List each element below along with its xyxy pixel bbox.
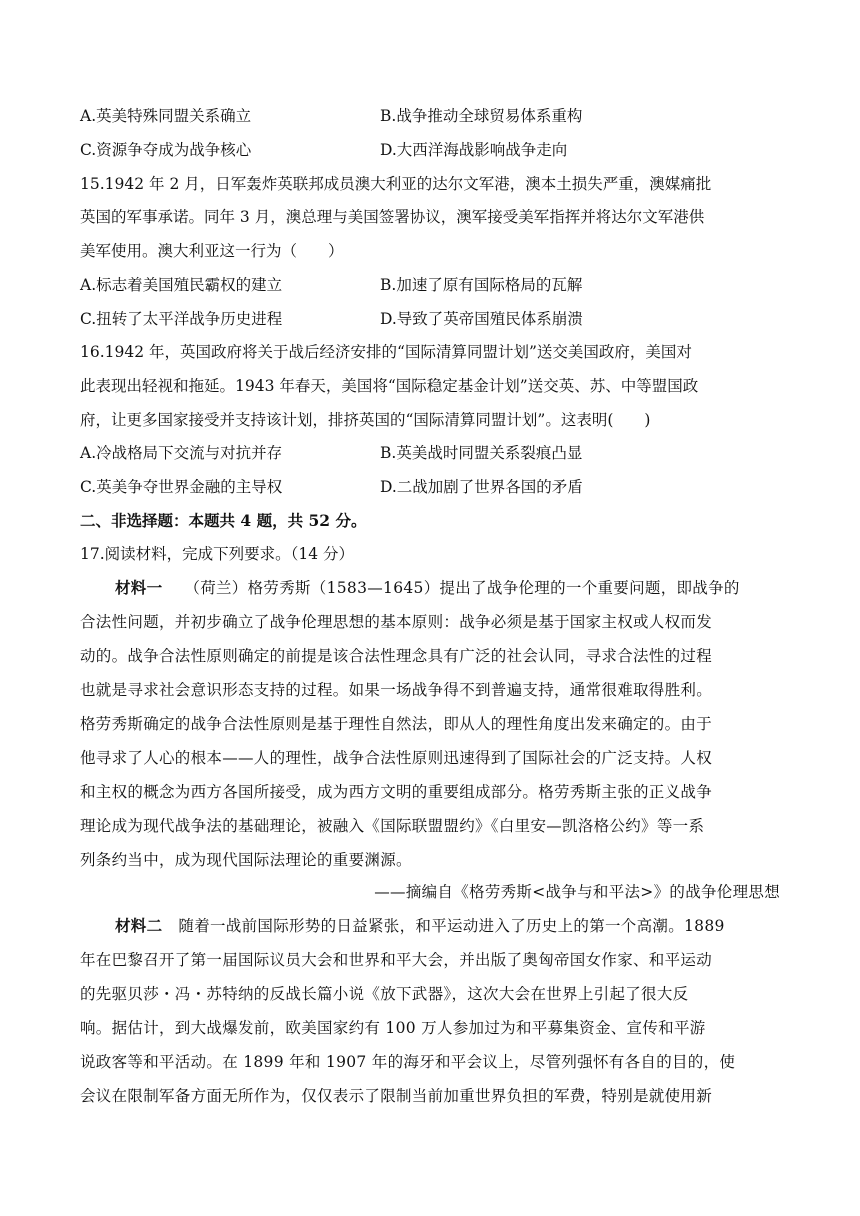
q16-stem-line: 此表现出轻视和拖延。1943 年春天，美国将“国际稳定基金计划”送交英、苏、中等盟国政 xyxy=(80,377,699,395)
q15-option-c: C.扭转了太平洋战争历史进程 xyxy=(80,310,283,328)
q16-option-c: C.英美争夺世界金融的主导权 xyxy=(80,478,283,496)
q14-option-b: B.战争推动全球贸易体系重构 xyxy=(380,107,583,125)
material1-line: 列条约当中，成为现代国际法理论的重要渊源。 xyxy=(80,851,412,869)
q14-option-d: D.大西洋海战影响战争走向 xyxy=(380,141,568,159)
material2-first-line xyxy=(115,915,780,937)
q16-option-b: B.英美战时同盟关系裂痕凸显 xyxy=(380,444,583,462)
q14-option-c: C.资源争夺成为战争核心 xyxy=(80,141,252,159)
material1-source: ——摘编自《格劳秀斯<战争与和平法>》的战争伦理思想 xyxy=(374,883,780,901)
q17-title: 17.阅读材料，完成下列要求。（14 分） xyxy=(80,545,355,563)
material1-line: 理论成为现代战争法的基础理论，被融入《国际联盟盟约》《白里安—凯洛格公约》等一系 xyxy=(80,817,705,835)
q15-option-b: B.加速了原有国际格局的瓦解 xyxy=(380,276,583,294)
material2-line: 随着一战前国际形势的日益紧张，和平运动进入了历史上的第一个高潮。1889 xyxy=(178,917,725,935)
material1-line: 也就是寻求社会意识形态支持的过程。如果一场战争得不到普遍支持，通常很难取得胜利。 xyxy=(80,681,713,699)
material1-line: 他寻求了人心的根本——人的理性，战争合法性原则迅速得到了国际社会的广泛支持。人权 xyxy=(80,749,713,767)
q14-option-a: A.英美特殊同盟关系确立 xyxy=(80,107,252,125)
material1-line: 动的。战争合法性原则确定的前提是该合法性理念具有广泛的社会认同，寻求合法性的过程 xyxy=(80,647,713,665)
q15-stem-line: 英国的军事承诺。同年 3 月，澳总理与美国签署协议，澳军接受美军指挥并将达尔文军港供 xyxy=(80,208,705,226)
q16-stem-line: 府，让更多国家接受并支持该计划，排挤英国的“国际清算同盟计划”。这表明( ) xyxy=(80,411,651,429)
material1-first-line xyxy=(115,577,780,599)
material1-line: 和主权的概念为西方各国所接受，成为西方文明的重要组成部分。格劳秀斯主张的正义战争 xyxy=(80,783,713,801)
q16-option-a: A.冷战格局下交流与对抗并存 xyxy=(80,444,283,462)
material2-line: 说政客等和平活动。在 1899 年和 1907 年的海牙和平会议上，尽管列强怀有各自的目的，使 xyxy=(80,1053,736,1071)
material2-line: 会议在限制军备方面无所作为，仅仅表示了限制当前加重世界负担的军费，特别是就使用新 xyxy=(80,1087,713,1105)
material2-line: 的先驱贝莎・冯・苏特纳的反战长篇小说《放下武器》，这次大会在世界上引起了很大反 xyxy=(80,985,689,1003)
section-heading: 二、非选择题：本题共 4 题，共 52 分。 xyxy=(80,511,367,530)
material1-line: （荷兰）格劳秀斯（1583—1645）提出了战争伦理的一个重要问题，即战争的 xyxy=(184,579,740,597)
material1-label: 材料一 xyxy=(115,578,163,597)
q16-stem-line: 16.1942 年，英国政府将关于战后经济安排的“国际清算同盟计划”送交美国政府，美国对 xyxy=(80,343,692,361)
material1-line: 格劳秀斯确定的战争合法性原则是基于理性自然法，即从人的理性角度出发来确定的。由于 xyxy=(80,715,713,733)
material2-label: 材料二 xyxy=(115,916,163,935)
material2-line: 响。据估计，到大战爆发前，欧美国家约有 100 万人参加过为和平募集资金、宣传和平游 xyxy=(80,1019,706,1037)
q15-option-a: A.标志着美国殖民霸权的建立 xyxy=(80,276,283,294)
q16-option-d: D.二战加剧了世界各国的矛盾 xyxy=(380,478,583,496)
q15-option-d: D.导致了英帝国殖民体系崩溃 xyxy=(380,310,583,328)
material2-line: 年在巴黎召开了第一届国际议员大会和世界和平大会，并出版了奥匈帝国女作家、和平运动 xyxy=(80,951,713,969)
q15-stem-line: 15.1942 年 2 月，日军轰炸英联邦成员澳大利亚的达尔文军港，澳本土损失严重，澳媒痛批 xyxy=(80,175,712,193)
material1-line: 合法性问题，并初步确立了战争伦理思想的基本原则：战争必须是基于国家主权或人权而发 xyxy=(80,613,713,631)
q15-stem-line: 美军使用。澳大利亚这一行为（ ） xyxy=(80,242,344,260)
